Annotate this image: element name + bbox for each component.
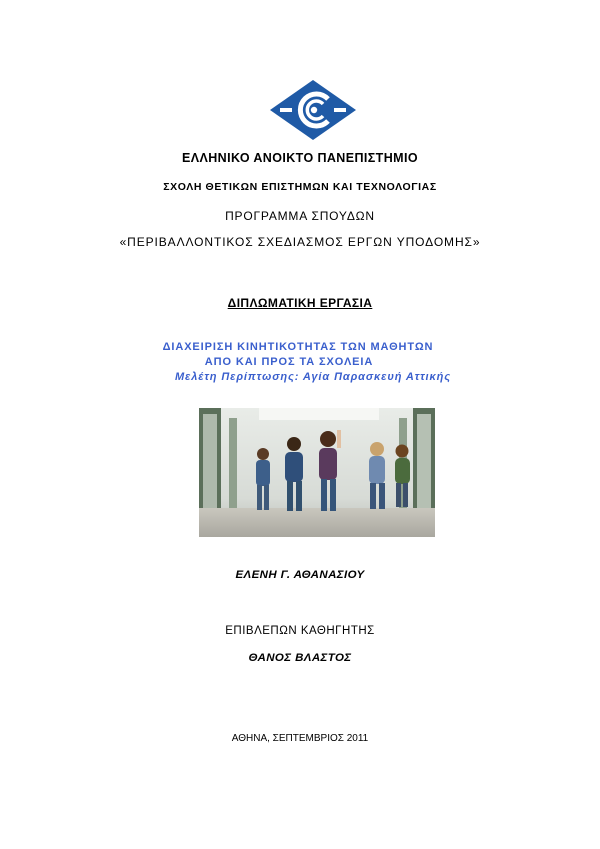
thesis-title-line2: ΑΠΟ ΚΑΙ ΠΡΟΣ ΤΑ ΣΧΟΛΕΙΑ [204,356,374,368]
university-name: ΕΛΛΗΝΙΚΟ ΑΝΟΙΚΤΟ ΠΑΝΕΠΙΣΤΗΜΙΟ [182,151,418,165]
author-name: ΕΛΕΝΗ Γ. ΑΘΑΝΑΣΙΟΥ [235,569,365,581]
school-name: ΣΧΟΛΗ ΘΕΤΙΚΩΝ ΕΠΙΣΤΗΜΩΝ ΚΑΙ ΤΕΧΝΟΛΟΓΙΑΣ [163,181,437,193]
place-date: ΑΘΗΝΑ, ΣΕΠΤΕΜΒΡΙΟΣ 2011 [231,733,369,744]
program-label: ΠΡΟΓΡΑΜΜΑ ΣΠΟΥΔΩΝ [225,209,375,223]
thesis-title-line1: ΔΙΑΧΕΙΡΙΣΗ ΚΙΝΗΤΙΚΟΤΗΤΑΣ ΤΩΝ ΜΑΘΗΤΩΝ [162,341,434,353]
supervisor-name: ΘΑΝΟΣ ΒΛΑΣΤΟΣ [248,652,352,664]
university-logo-icon [270,80,356,140]
thesis-label: ΔΙΠΛΩΜΑΤΙΚΗ ΕΡΓΑΣΙΑ [227,296,373,310]
thesis-subtitle: Μελέτη Περίπτωσης: Αγία Παρασκευή Αττικής [174,371,452,383]
children-running-photo [199,408,435,537]
program-name: «ΠΕΡΙΒΑΛΛΟΝΤΙΚΟΣ ΣΧΕΔΙΑΣΜΟΣ ΕΡΓΩΝ ΥΠΟΔΟΜΗΣ» [119,235,481,249]
supervisor-label: ΕΠΙΒΛΕΠΩΝ ΚΑΘΗΓΗΤΗΣ [225,625,375,637]
